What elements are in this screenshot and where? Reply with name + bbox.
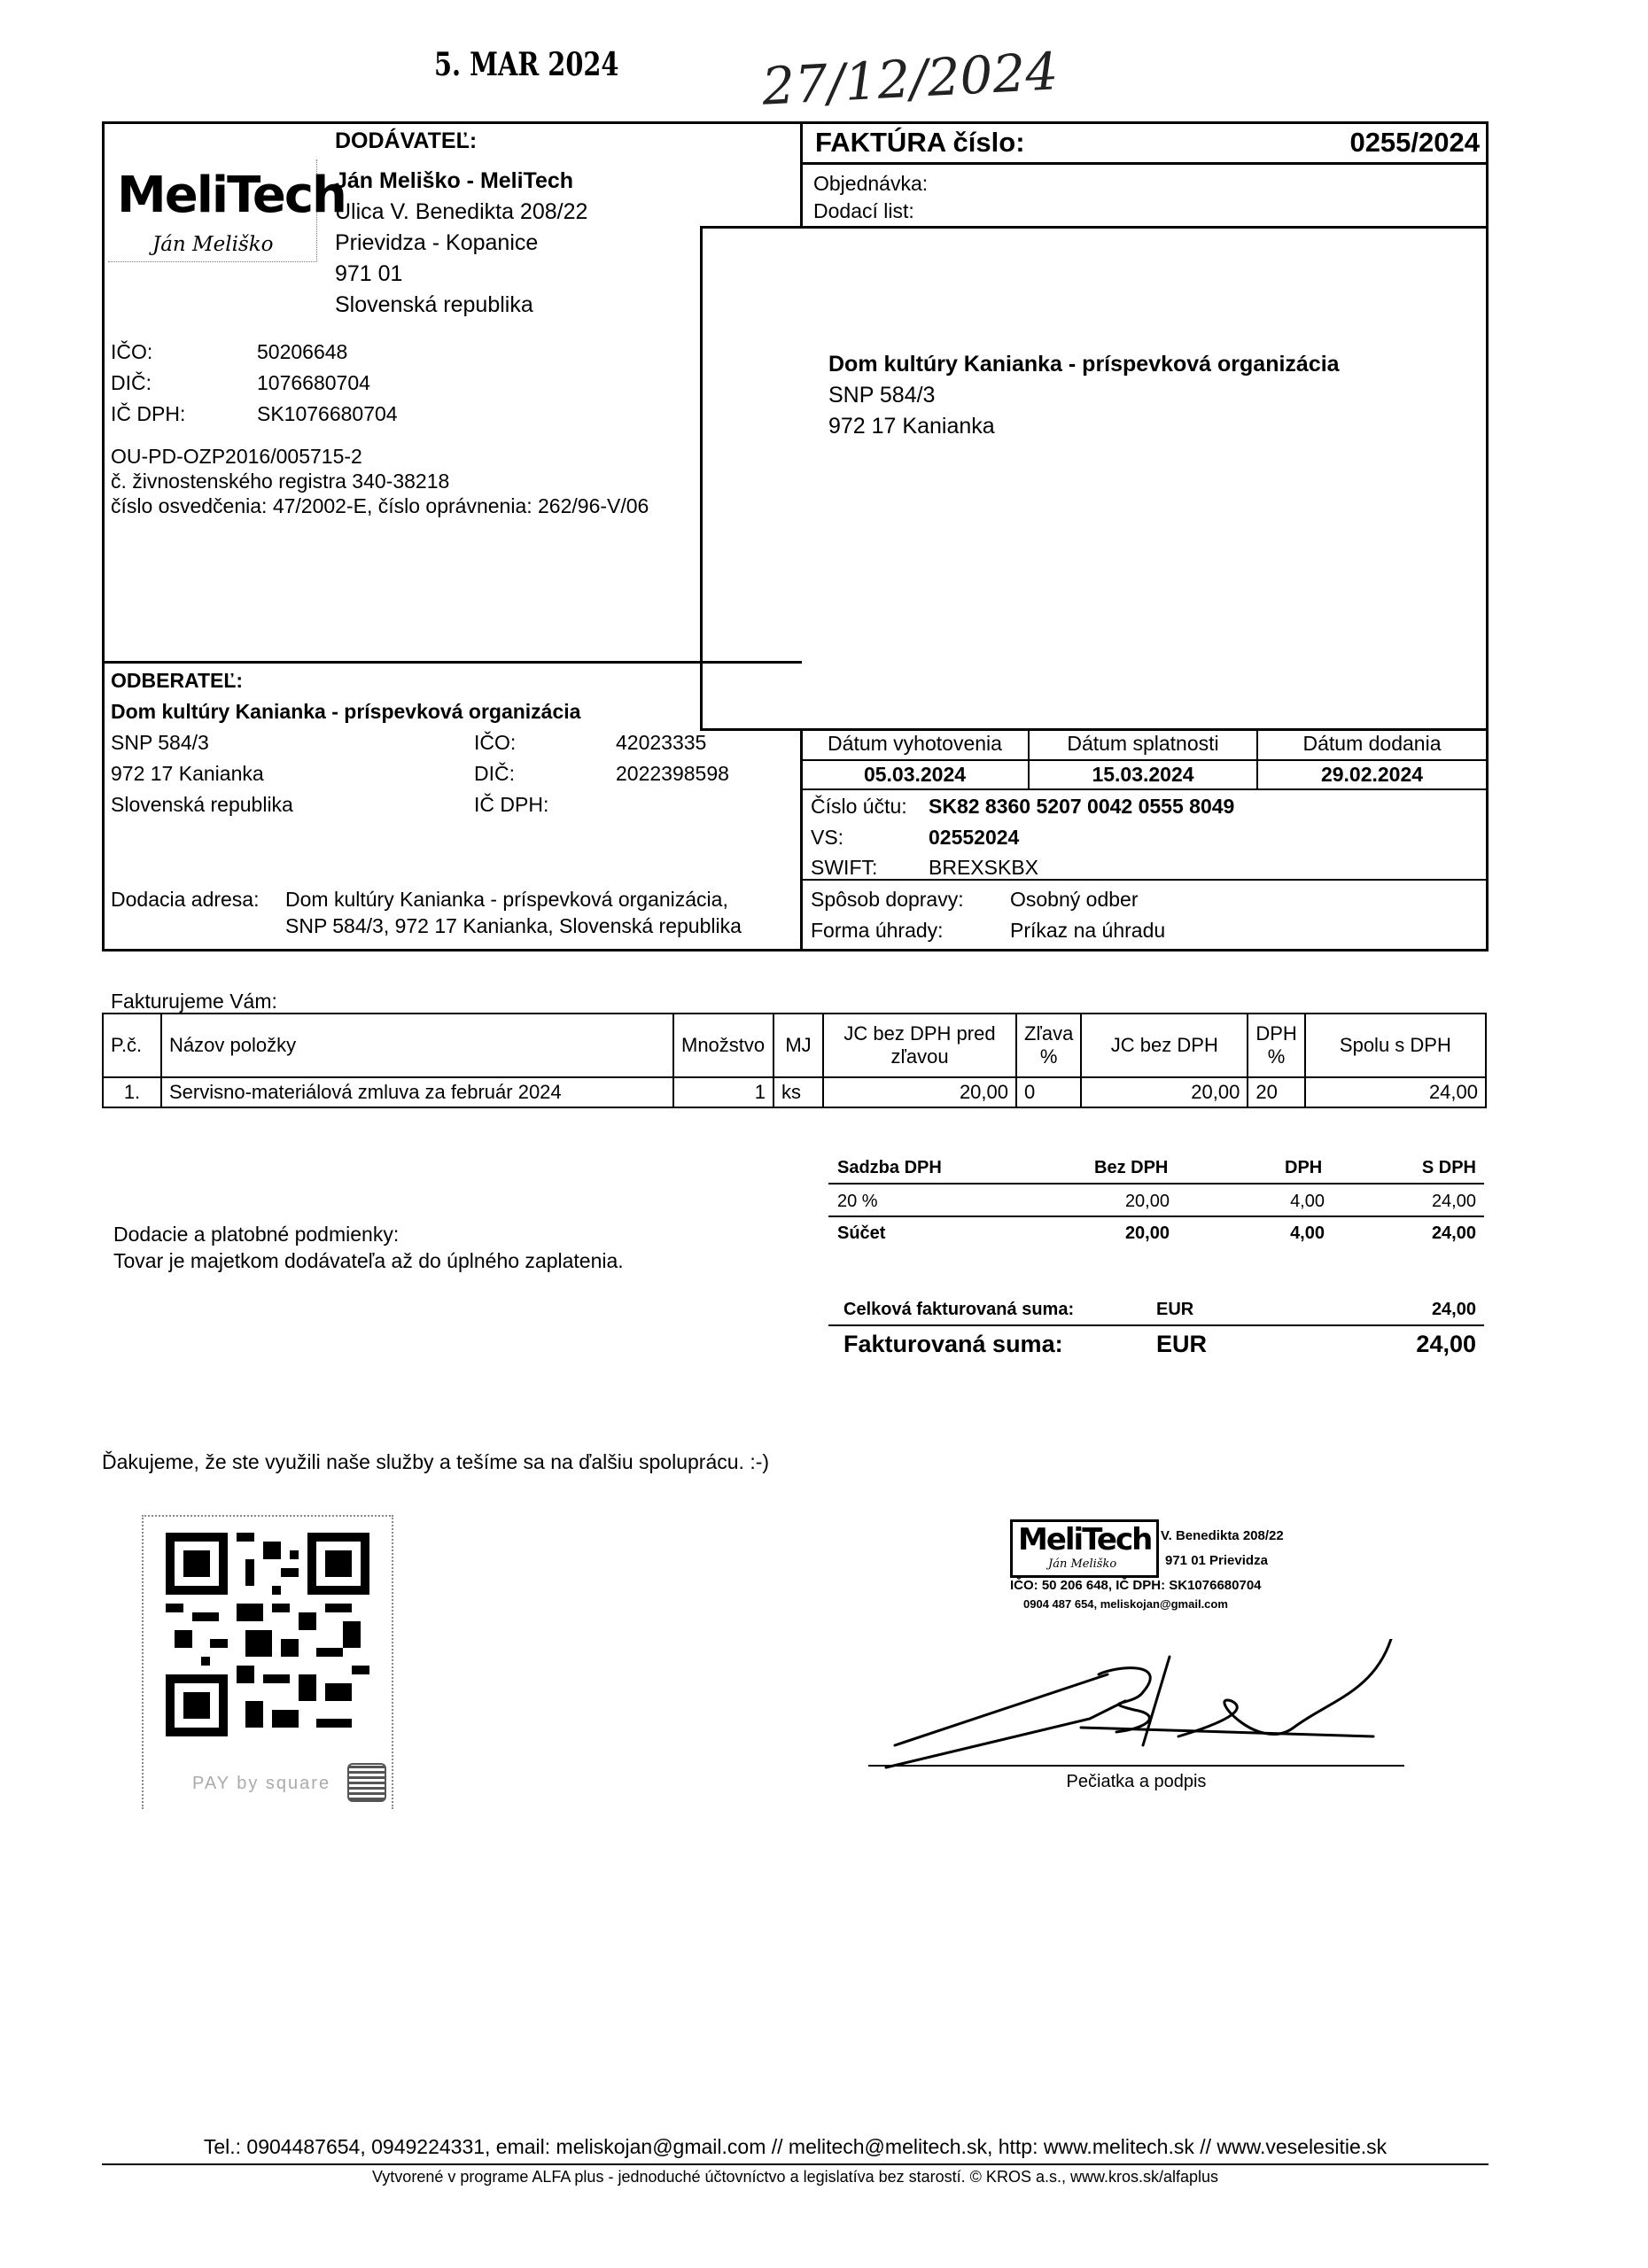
terms-text: Tovar je majetkom dodávateľa až do úplného zaplatenia. xyxy=(113,1249,624,1272)
stamp-brand: MeliTech xyxy=(1018,1522,1152,1557)
issue-date: 05.03.2024 xyxy=(863,763,967,786)
qr-caption: PAY by square xyxy=(192,1774,331,1793)
logo-signature: Ján Meliško xyxy=(152,233,274,256)
vs-value: 02552024 xyxy=(929,826,1020,849)
customer-icdph-label: IČ DPH: xyxy=(474,793,549,816)
due-date-label: Dátum splatnosti xyxy=(1067,732,1219,755)
vat-rate-net: 20,00 xyxy=(1124,1192,1170,1211)
vat-sum-vat: 4,00 xyxy=(1290,1223,1325,1243)
customer-street: SNP 584/3 xyxy=(111,731,209,754)
invoice-number: 0255/2024 xyxy=(1349,127,1480,158)
items-header-row xyxy=(103,1014,1486,1077)
col-unit-price: JC bez DPH xyxy=(1081,1014,1248,1077)
customer-ico-label: IČO: xyxy=(474,731,517,754)
qr-payment-block xyxy=(142,1515,393,1809)
vat-sum-net: 20,00 xyxy=(1124,1223,1170,1243)
total-value: 24,00 xyxy=(1431,1300,1476,1319)
row-index: 1. xyxy=(103,1077,161,1107)
vat-rate-gross: 24,00 xyxy=(1431,1192,1476,1211)
vat-sum-gross: 24,00 xyxy=(1431,1223,1476,1243)
col-vat-rate: DPH % xyxy=(1248,1014,1304,1077)
due-date: 15.03.2024 xyxy=(1092,763,1194,786)
stamp-line3: IČO: 50 206 648, IČ DPH: SK1076680704 xyxy=(1010,1578,1262,1593)
swift-label: SWIFT: xyxy=(811,856,878,879)
supplier-country: Slovenská republika xyxy=(335,292,533,317)
vat-rate-label: 20 % xyxy=(837,1192,878,1211)
vat-head-net: Bez DPH xyxy=(1094,1158,1169,1177)
supplier-street: Ulica V. Benedikta 208/22 xyxy=(335,199,588,224)
supplier-icdph: SK1076680704 xyxy=(257,402,398,425)
payment-method-value: Príkaz na úhradu xyxy=(1010,919,1166,942)
supplier-icdph-label: IČ DPH: xyxy=(111,402,186,425)
col-item-name: Názov položky xyxy=(161,1014,673,1077)
recipient-city: 972 17 Kanianka xyxy=(828,414,995,439)
footer-contact: Tel.: 0904487654, 0949224331, email: meliskojan@gmail.com // melitech@melitech.sk, http: www.melitech.sk // www.veselesitie.sk xyxy=(203,2135,1388,2158)
customer-dic: 2022398598 xyxy=(616,762,729,785)
row-quantity: 1 xyxy=(673,1077,773,1107)
logo-brand: MeliTech xyxy=(117,167,346,224)
stamp-logo xyxy=(1010,1519,1159,1578)
delivery-address-line1: Dom kultúry Kanianka - príspevková organizácia, xyxy=(285,888,728,911)
delivery-note-label: Dodací list: xyxy=(813,199,914,222)
total-label: Celková fakturovaná suma: xyxy=(843,1300,1075,1319)
vat-head-gross: S DPH xyxy=(1421,1158,1476,1177)
col-index: P.č. xyxy=(103,1014,161,1077)
supplier-reg1: OU-PD-OZP2016/005715-2 xyxy=(111,445,362,468)
customer-city: 972 17 Kanianka xyxy=(111,762,264,785)
customer-name: Dom kultúry Kanianka - príspevková organizácia xyxy=(111,700,581,723)
row-price-before-discount: 20,00 xyxy=(823,1077,1016,1107)
col-discount: Zľava % xyxy=(1016,1014,1081,1077)
qr-code-icon xyxy=(166,1533,369,1736)
invoice-title: FAKTÚRA číslo: xyxy=(815,127,1025,158)
terms-label: Dodacie a platobné podmienky: xyxy=(113,1223,400,1246)
row-discount: 0 xyxy=(1016,1077,1081,1107)
transport-value: Osobný odber xyxy=(1010,888,1139,911)
stamp-signature: Ján Meliško xyxy=(1048,1557,1117,1571)
row-unit: ks xyxy=(773,1077,823,1107)
delivery-address-label: Dodacia adresa: xyxy=(111,888,260,911)
recipient-street: SNP 584/3 xyxy=(828,383,936,408)
account-label: Číslo účtu: xyxy=(811,795,907,818)
invoiced-value: 24,00 xyxy=(1416,1331,1476,1357)
delivery-date: 29.02.2024 xyxy=(1320,763,1424,786)
stamp-line1: V. Benedikta 208/22 xyxy=(1161,1528,1284,1543)
order-label: Objednávka: xyxy=(813,172,929,195)
supplier-reg3: číslo osvedčenia: 47/2002-E, číslo oprávnenia: 262/96-V/06 xyxy=(111,494,649,517)
supplier-dic: 1076680704 xyxy=(257,371,370,394)
handwritten-signature xyxy=(877,1639,1409,1781)
vat-head-rate: Sadzba DPH xyxy=(837,1158,942,1177)
invoiced-currency: EUR xyxy=(1156,1331,1208,1357)
supplier-reg2: č. živnostenského registra 340-38218 xyxy=(111,470,450,493)
handwritten-date: 27/12/2024 xyxy=(760,41,1060,117)
issue-date-label: Dátum vyhotovenia xyxy=(828,732,1002,755)
customer-heading: ODBERATEĽ: xyxy=(111,669,244,692)
customer-ico: 42023335 xyxy=(616,731,707,754)
row-unit-price: 20,00 xyxy=(1081,1077,1248,1107)
swift-value: BREXSKBX xyxy=(929,856,1038,879)
recipient-name: Dom kultúry Kanianka - príspevková organizácia xyxy=(828,352,1340,377)
thanks-message: Ďakujeme, že ste využili naše služby a tešíme sa na ďalšiu spoluprácu. :-) xyxy=(102,1450,770,1473)
vs-label: VS: xyxy=(811,826,844,849)
row-item-name: Servisno-materiálová zmluva za február 2024 xyxy=(161,1077,673,1107)
payment-method-label: Forma úhrady: xyxy=(811,919,944,942)
account-number: SK82 8360 5207 0042 0555 8049 xyxy=(929,795,1235,818)
table-row xyxy=(103,1077,1486,1107)
footer-software: Vytvorené v programe ALFA plus - jednoduché účtovníctvo a legislatíva bez starostí. © KROS a.s., www.kros.sk/alfaplus xyxy=(371,2168,1219,2186)
col-quantity: Množstvo xyxy=(673,1014,773,1077)
company-logo xyxy=(108,159,346,262)
col-unit: MJ xyxy=(773,1014,823,1077)
vat-sum-label: Súčet xyxy=(837,1223,886,1243)
supplier-dic-label: DIČ: xyxy=(111,371,152,394)
bank-card-icon xyxy=(347,1763,386,1802)
supplier-ico: 50206648 xyxy=(257,340,348,363)
items-table xyxy=(102,1013,1487,1108)
transport-label: Spôsob dopravy: xyxy=(811,888,964,911)
customer-dic-label: DIČ: xyxy=(474,762,515,785)
supplier-ico-label: IČO: xyxy=(111,340,153,363)
customer-country: Slovenská republika xyxy=(111,793,293,816)
stamp-line4: 0904 487 654, meliskojan@gmail.com xyxy=(1023,1597,1228,1611)
items-intro: Fakturujeme Vám: xyxy=(111,990,277,1013)
vat-rate-vat: 4,00 xyxy=(1290,1192,1325,1211)
col-price-before-discount: JC bez DPH pred zľavou xyxy=(823,1014,1016,1077)
delivery-address-line2: SNP 584/3, 972 17 Kanianka, Slovenská republika xyxy=(285,914,742,937)
row-vat-rate: 20 xyxy=(1248,1077,1304,1107)
col-total-with-vat: Spolu s DPH xyxy=(1305,1014,1486,1077)
stamp-caption: Pečiatka a podpis xyxy=(1066,1772,1207,1791)
invoiced-label: Fakturovaná suma: xyxy=(843,1331,1063,1357)
supplier-city: Prievidza - Kopanice xyxy=(335,230,539,255)
supplier-zip: 971 01 xyxy=(335,261,403,286)
row-total-with-vat: 24,00 xyxy=(1305,1077,1486,1107)
received-date-stamp: 5. MAR 2024 xyxy=(434,46,619,83)
supplier-heading: DODÁVATEĽ: xyxy=(335,128,478,153)
supplier-name: Ján Meliško - MeliTech xyxy=(335,168,574,193)
delivery-date-label: Dátum dodania xyxy=(1302,732,1442,755)
vat-head-vat: DPH xyxy=(1285,1158,1323,1177)
stamp-line2: 971 01 Prievidza xyxy=(1165,1553,1268,1568)
total-currency: EUR xyxy=(1156,1300,1194,1319)
